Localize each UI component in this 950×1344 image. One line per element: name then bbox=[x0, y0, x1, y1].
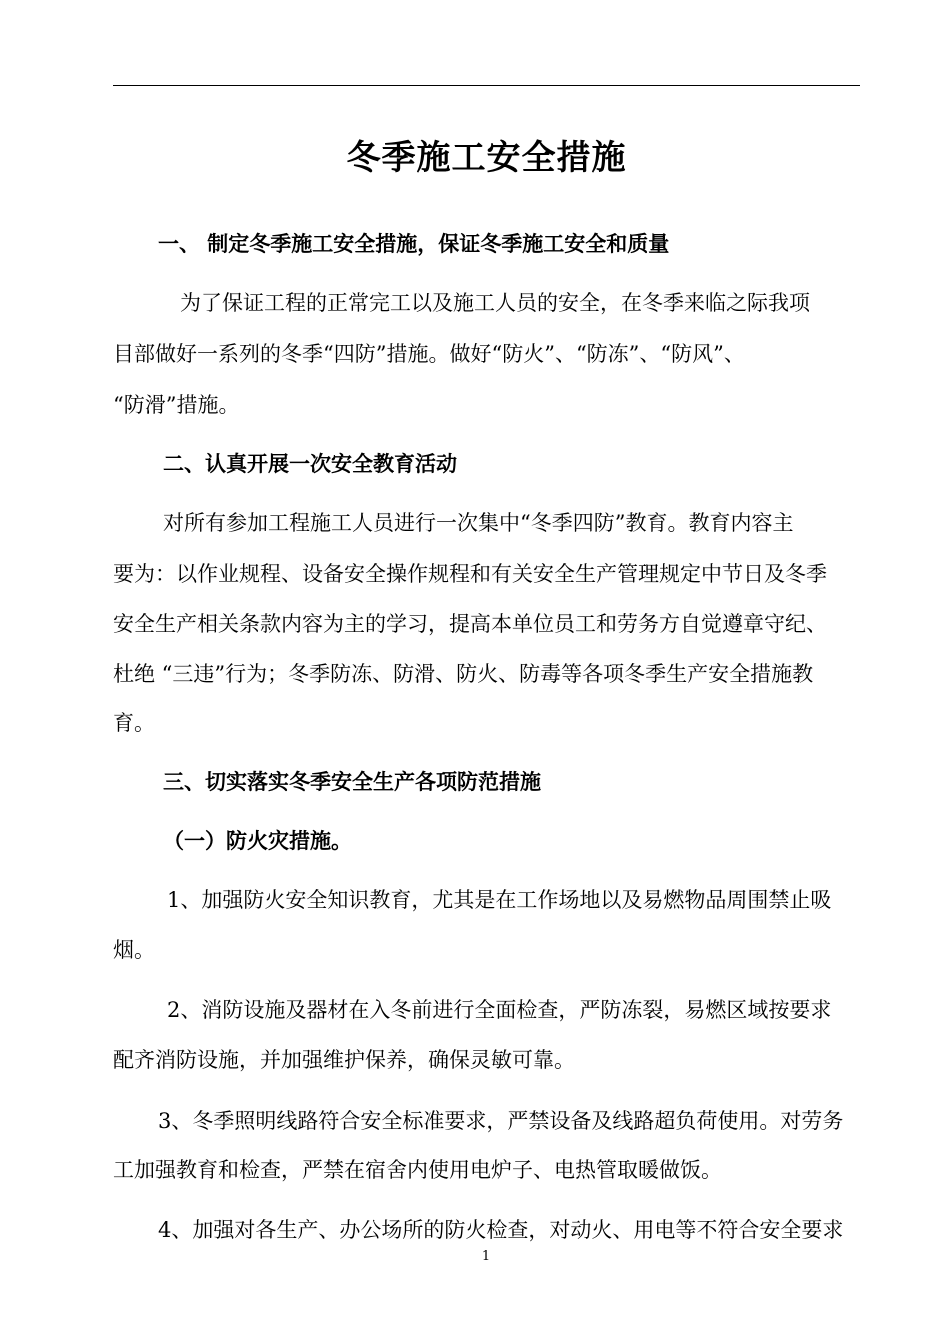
header-rule bbox=[113, 85, 860, 86]
document-title: 冬季施工安全措施 bbox=[346, 138, 627, 178]
section-3-heading: 三、切实落实冬季安全生产各项防范措施 bbox=[163, 769, 541, 794]
item-3-line: 3、冬季照明线路符合安全标准要求，严禁设备及线路超负荷使用。对劳务 bbox=[158, 1109, 844, 1133]
section-1-heading: 一、 制定冬季施工安全措施，保证冬季施工安全和质量 bbox=[158, 231, 670, 256]
item-2-line: 配齐消防设施，并加强维护保养，确保灵敏可靠。 bbox=[113, 1048, 575, 1072]
section-1-paragraph-line: “防滑”措施。 bbox=[113, 393, 240, 417]
section-2-paragraph-line: 安全生产相关条款内容为主的学习，提高本单位员工和劳务方自觉遵章守纪、 bbox=[113, 612, 827, 636]
section-2-paragraph-line: 对所有参加工程施工人员进行一次集中“冬季四防”教育。教育内容主 bbox=[163, 511, 794, 535]
section-2-paragraph-line: 杜绝 “三违”行为；冬季防冻、防滑、防火、防毒等各项冬季生产安全措施教 bbox=[113, 662, 814, 686]
item-1-line: 1、加强防火安全知识教育，尤其是在工作场地以及易燃物品周围禁止吸 bbox=[167, 888, 832, 912]
item-1-line: 烟。 bbox=[113, 938, 155, 962]
section-2-paragraph-line: 育。 bbox=[113, 711, 155, 735]
item-2-line: 2、消防设施及器材在入冬前进行全面检查，严防冻裂，易燃区域按要求 bbox=[167, 998, 832, 1022]
page-number: 1 bbox=[481, 1249, 491, 1264]
subsection-fire-heading: （一）防火灾措施。 bbox=[163, 828, 352, 853]
section-2-heading: 二、认真开展一次安全教育活动 bbox=[163, 451, 457, 476]
section-2-paragraph-line: 要为：以作业规程、设备安全操作规程和有关安全生产管理规定中节日及冬季 bbox=[113, 562, 827, 586]
item-4-line: 4、加强对各生产、办公场所的防火检查，对动火、用电等不符合安全要求 bbox=[158, 1218, 844, 1242]
section-1-paragraph-line: 目部做好一系列的冬季“四防”措施。做好“防火”、“防冻”、“防风”、 bbox=[113, 342, 745, 366]
section-1-paragraph-line: 为了保证工程的正常完工以及施工人员的安全，在冬季来临之际我项 bbox=[180, 291, 810, 315]
item-3-line: 工加强教育和检查，严禁在宿舍内使用电炉子、电热管取暖做饭。 bbox=[113, 1158, 722, 1182]
